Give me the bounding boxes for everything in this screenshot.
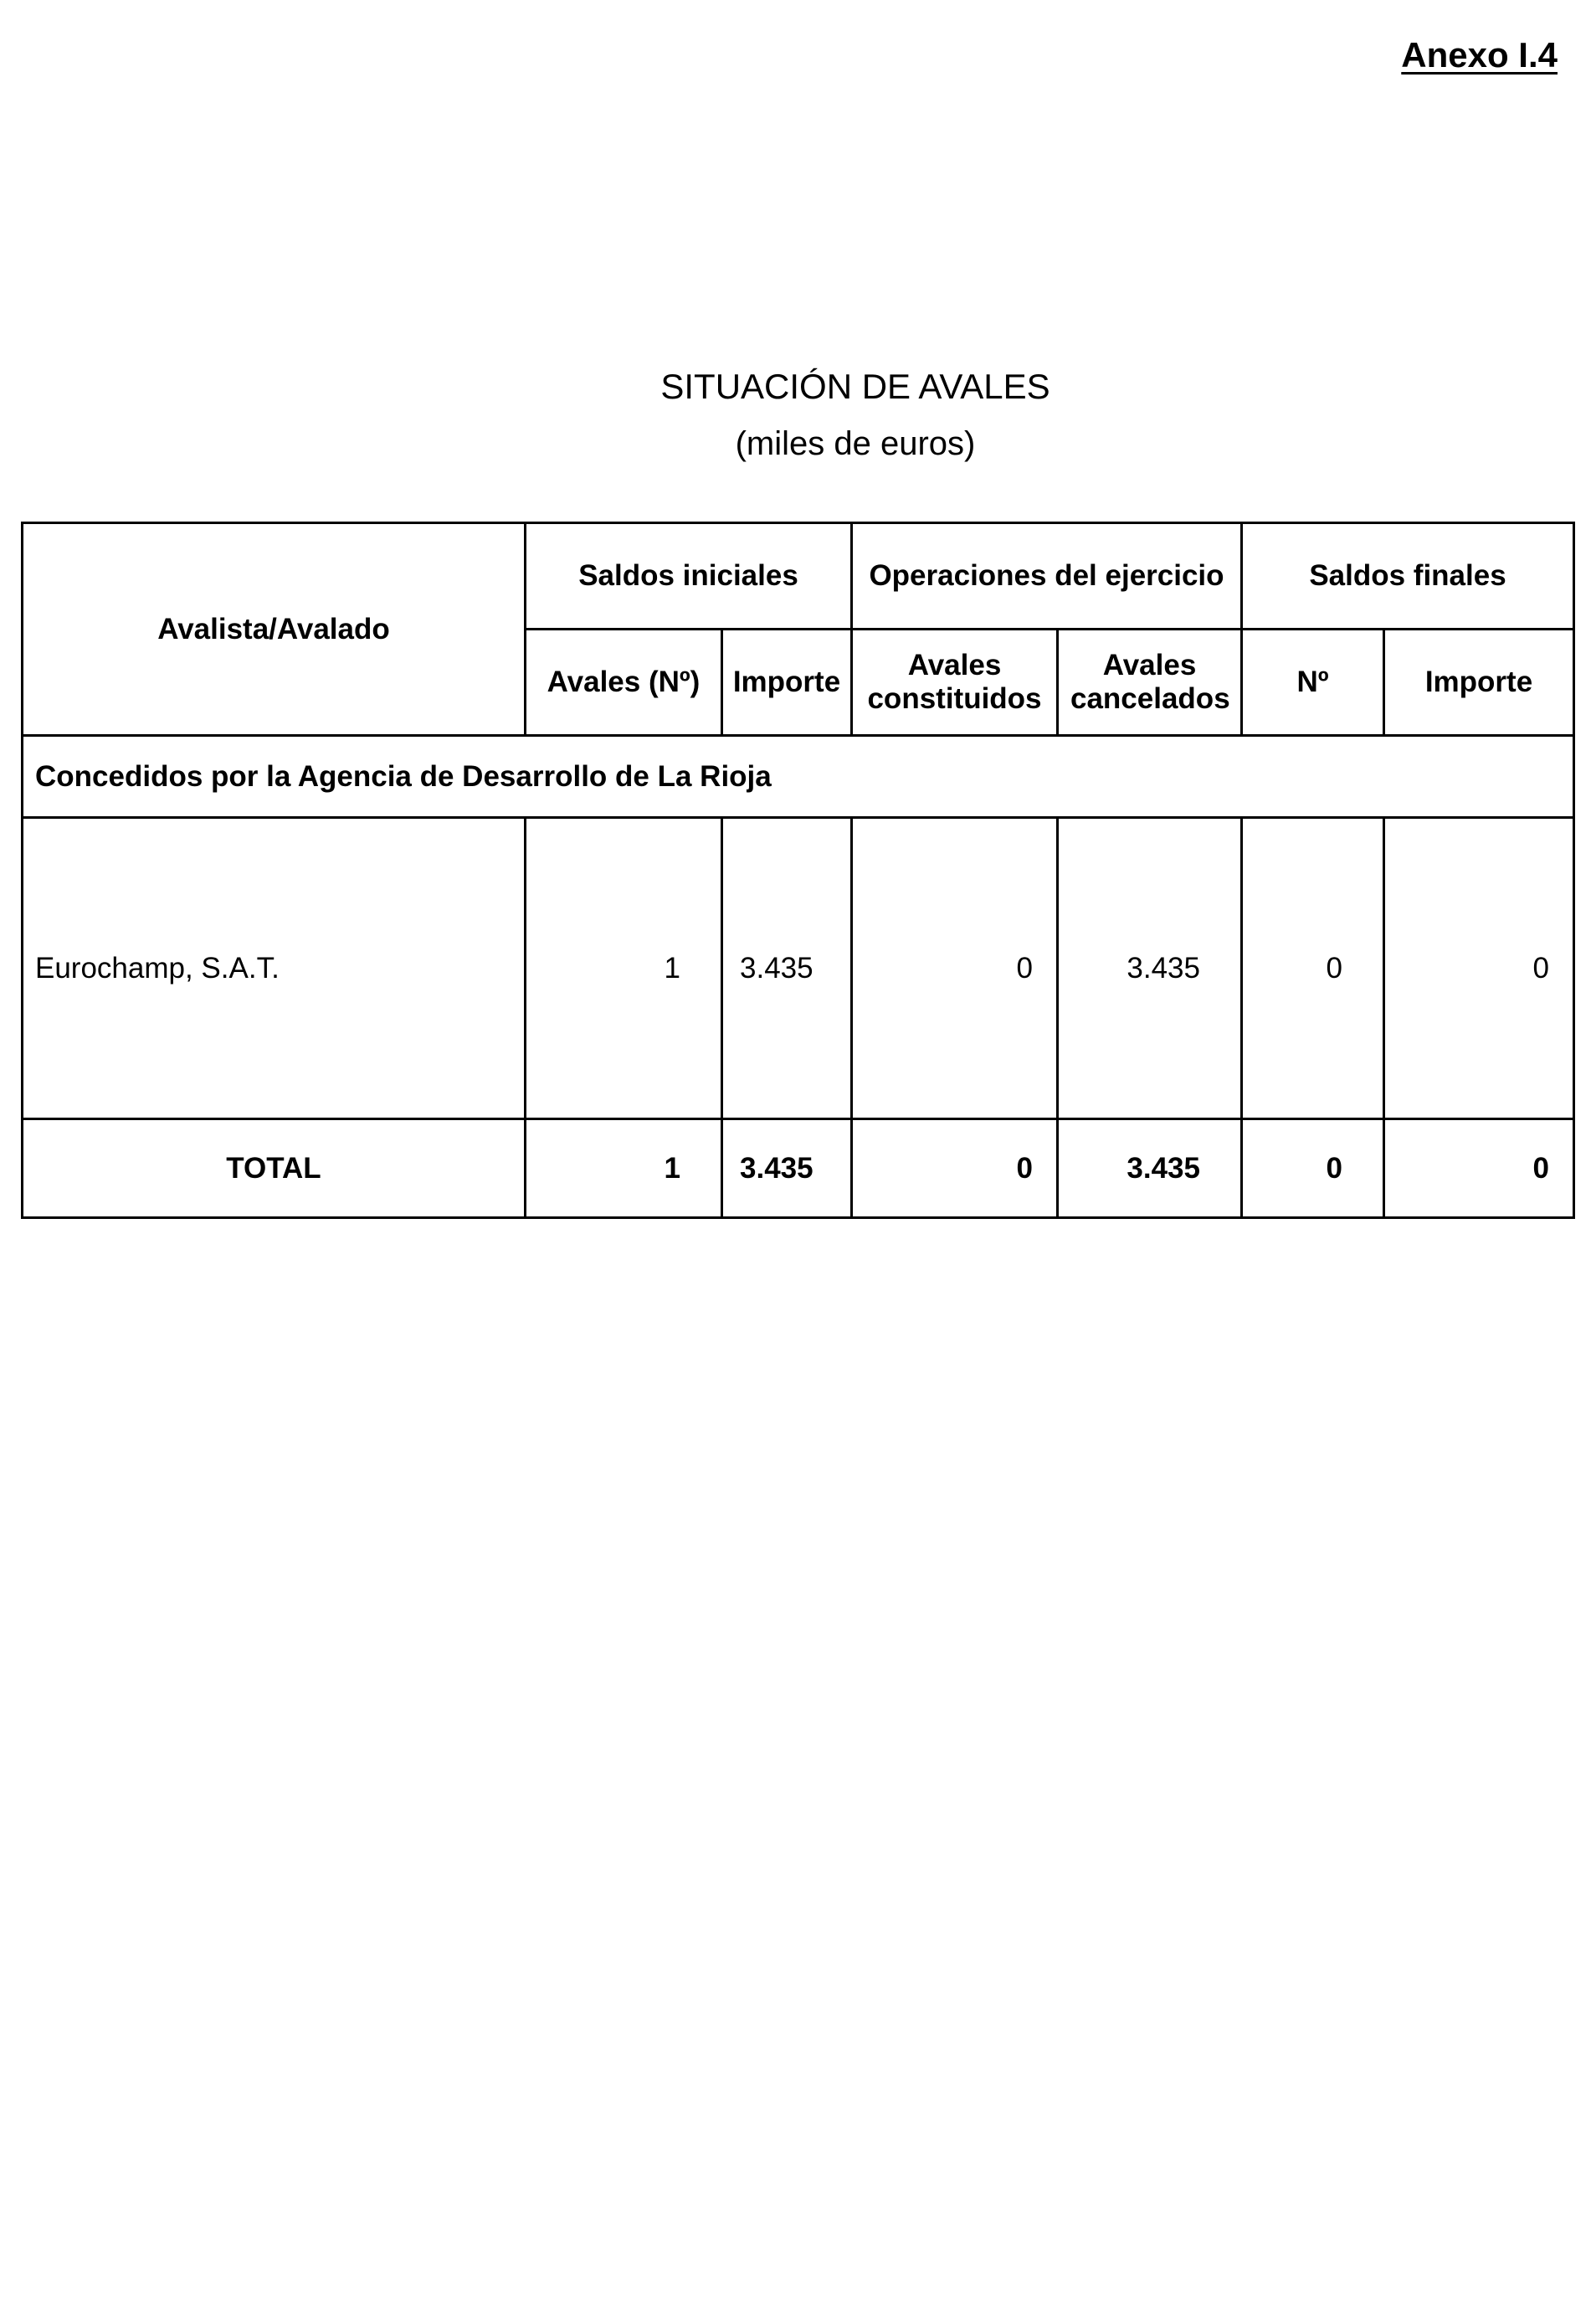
row-importe-inicial: 3.435: [722, 818, 852, 1119]
header-importe-inicial: Importe: [722, 630, 852, 736]
row-n-final: 0: [1242, 818, 1384, 1119]
row-avales-n: 1: [526, 818, 722, 1119]
header-avales-constituidos: Avales constituidos: [852, 630, 1058, 736]
row-name: Eurochamp, S.A.T.: [23, 818, 526, 1119]
total-importe-inicial: 3.435: [722, 1119, 852, 1218]
table-row: [23, 818, 1574, 1119]
total-constituidos: 0: [852, 1119, 1058, 1218]
header-saldos-finales: Saldos finales: [1242, 523, 1574, 630]
row-cancelados: 3.435: [1058, 818, 1242, 1119]
header-row-1: [23, 523, 1574, 630]
header-avales-n: Avales (Nº): [526, 630, 722, 736]
annex-label: Anexo I.4: [1401, 35, 1558, 75]
section-row: [23, 736, 1574, 818]
total-cancelados: 3.435: [1058, 1119, 1242, 1218]
header-operaciones: Operaciones del ejercicio: [852, 523, 1242, 630]
section-label: Concedidos por la Agencia de Desarrollo de La Rioja: [23, 736, 1574, 818]
header-n-final: Nº: [1242, 630, 1384, 736]
total-row: [23, 1119, 1574, 1218]
guarantees-table: [21, 522, 1575, 1219]
total-label: TOTAL: [23, 1119, 526, 1218]
total-avales-n: 1: [526, 1119, 722, 1218]
header-importe-final: Importe: [1384, 630, 1574, 736]
row-importe-final: 0: [1384, 818, 1574, 1119]
header-avales-cancelados: Avales cancelados: [1058, 630, 1242, 736]
total-importe-final: 0: [1384, 1119, 1574, 1218]
page-title: SITUACIÓN DE AVALES: [660, 367, 1050, 406]
header-saldos-iniciales: Saldos iniciales: [526, 523, 852, 630]
page-subtitle: (miles de euros): [735, 425, 976, 462]
header-avalista: Avalista/Avalado: [23, 523, 526, 736]
total-n-final: 0: [1242, 1119, 1384, 1218]
row-constituidos: 0: [852, 818, 1058, 1119]
